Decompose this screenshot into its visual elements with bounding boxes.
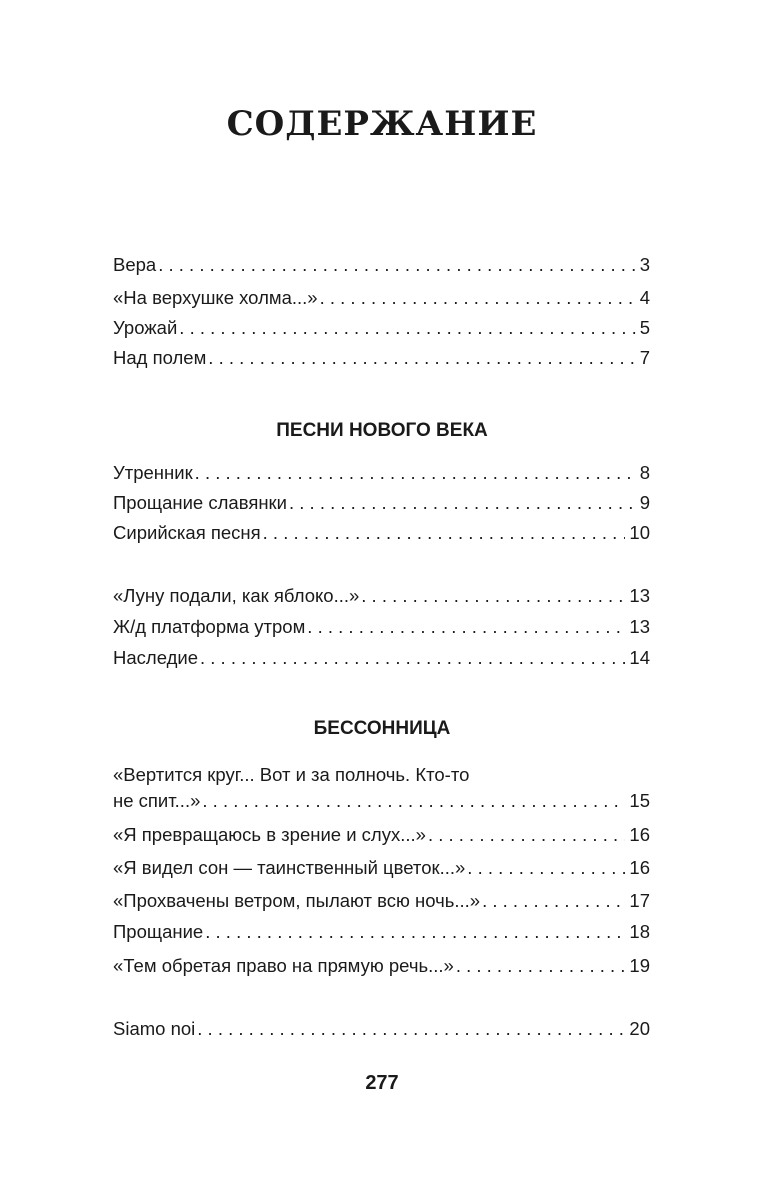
toc-entry[interactable]: [113, 1016, 650, 1042]
dot-leader: [200, 645, 625, 671]
section-heading: БЕССОННИЦА: [313, 718, 451, 739]
page-number: 18: [629, 921, 650, 942]
page-number: 16: [629, 857, 650, 878]
dot-leader: [456, 953, 626, 979]
page-number: 5: [639, 317, 650, 338]
toc-entry[interactable]: [113, 520, 650, 546]
entry-title: «Прохвачены ветром, пылают всю ночь...»: [113, 890, 481, 911]
page-number: 8: [639, 462, 650, 483]
page-number: 9: [639, 492, 650, 513]
page-title: СОДЕРЖАНИЕ: [226, 104, 538, 144]
entry-title: «Тем обретая право на прямую речь...»: [113, 955, 454, 976]
entry-title: Над полем: [113, 347, 207, 368]
dot-leader: [158, 252, 635, 278]
dot-leader: [202, 788, 625, 814]
entry-title: «Я видел сон — таинственный цветок...»: [113, 857, 466, 878]
page-number: 13: [629, 585, 650, 606]
toc-entry[interactable]: [113, 855, 650, 881]
dot-leader: [289, 490, 636, 516]
entry-title: «Луну подали, как яблоко...»: [113, 585, 360, 606]
page-number: 13: [629, 616, 650, 637]
page-number: 7: [639, 347, 650, 368]
page-number: 19: [629, 955, 650, 976]
entry-title: Siamo noi: [113, 1018, 196, 1039]
page-number: 17: [629, 890, 650, 911]
entry-title: Вера: [113, 254, 157, 275]
entry-title: Ж/д платформа утром: [113, 616, 306, 637]
page-number: 16: [629, 824, 650, 845]
toc-entry[interactable]: [113, 888, 650, 914]
toc-entry[interactable]: [113, 953, 650, 979]
toc-entry[interactable]: [113, 252, 650, 278]
dot-leader: [307, 614, 625, 640]
toc-entry[interactable]: [113, 645, 650, 671]
entry-title: «Я превращаюсь в зрение и слух...»: [113, 824, 426, 845]
toc-entry[interactable]: [113, 460, 650, 486]
toc-entry[interactable]: [113, 822, 650, 848]
dot-leader: [179, 315, 635, 341]
entry-title-line1: «Вертится круг... Вот и за полночь. Кто-то: [113, 764, 470, 785]
toc-entry[interactable]: [113, 614, 650, 640]
entry-title: Прощание: [113, 921, 204, 942]
entry-title: Сирийская песня: [113, 522, 261, 543]
dot-leader: [263, 520, 626, 546]
dot-leader: [195, 460, 636, 486]
entry-title: Наследие: [113, 647, 198, 668]
entry-title: Утренник: [113, 462, 193, 483]
page-number: 3: [639, 254, 650, 275]
entry-title: Прощание славянки: [113, 492, 287, 513]
section-heading: ПЕСНИ НОВОГО ВЕКА: [276, 420, 488, 441]
toc-entry-multiline[interactable]: [113, 762, 650, 814]
toc-entry[interactable]: [113, 919, 650, 945]
dot-leader: [320, 285, 636, 311]
page-number: 15: [629, 790, 650, 811]
dot-leader: [428, 822, 625, 848]
toc-entry[interactable]: [113, 285, 650, 311]
dot-leader: [482, 888, 625, 914]
dot-leader: [467, 855, 625, 881]
page-number: 14: [629, 647, 650, 668]
entry-title: «На верхушке холма...»: [113, 287, 318, 308]
dot-leader: [361, 583, 625, 609]
page-number: 20: [629, 1018, 650, 1039]
entry-title: Урожай: [113, 317, 178, 338]
toc-entry[interactable]: [113, 583, 650, 609]
dot-leader: [208, 345, 635, 371]
page-folio-number: 277: [365, 1072, 399, 1094]
entry-title-line2: не спит...»: [113, 790, 201, 811]
toc-entry[interactable]: [113, 490, 650, 516]
toc-entry[interactable]: [113, 345, 650, 371]
dot-leader: [197, 1016, 625, 1042]
toc-entry[interactable]: [113, 315, 650, 341]
dot-leader: [205, 919, 625, 945]
page-number: 10: [629, 522, 650, 543]
page-number: 4: [639, 287, 650, 308]
